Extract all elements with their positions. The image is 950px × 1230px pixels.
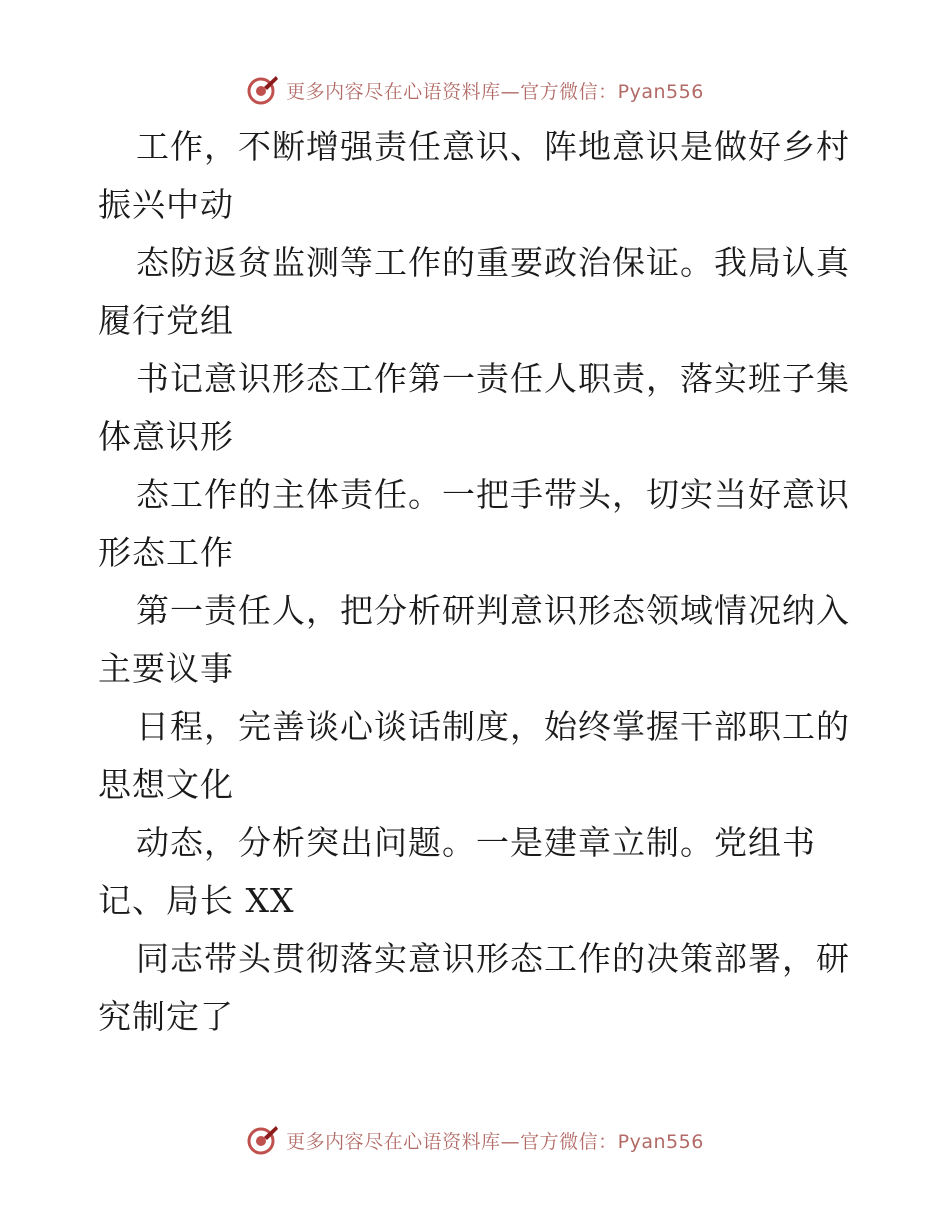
document-body [98, 118, 858, 1046]
paragraph: 态工作的主体责任。一把手带头，切实当好意识形态工作 [98, 475, 850, 572]
pen-nib-circle-icon [246, 73, 280, 107]
paragraph: 动态，分析突出问题。一是建章立制。党组书记、局长 XX [98, 823, 816, 920]
header-banner-text: 更多内容尽在心语资料库—官方微信：Pyan556 [286, 80, 704, 103]
footer-banner-text: 更多内容尽在心语资料库—官方微信：Pyan556 [286, 1130, 704, 1153]
paragraph: 工作，不断增强责任意识、阵地意识是做好乡村振兴中动 [98, 127, 850, 224]
paragraph: 同志带头贯彻落实意识形态工作的决策部署，研究制定了 [98, 939, 850, 1036]
paragraph: 态防返贫监测等工作的重要政治保证。我局认真履行党组 [98, 243, 850, 340]
paragraph: 第一责任人，把分析研判意识形态领域情况纳入主要议事 [98, 591, 850, 688]
paragraph: 书记意识形态工作第一责任人职责，落实班子集体意识形 [98, 359, 850, 456]
header-banner [0, 70, 950, 110]
pen-nib-circle-icon [246, 1123, 280, 1157]
footer-banner [0, 1120, 950, 1160]
paragraph: 日程，完善谈心谈话制度，始终掌握干部职工的思想文化 [98, 707, 850, 804]
